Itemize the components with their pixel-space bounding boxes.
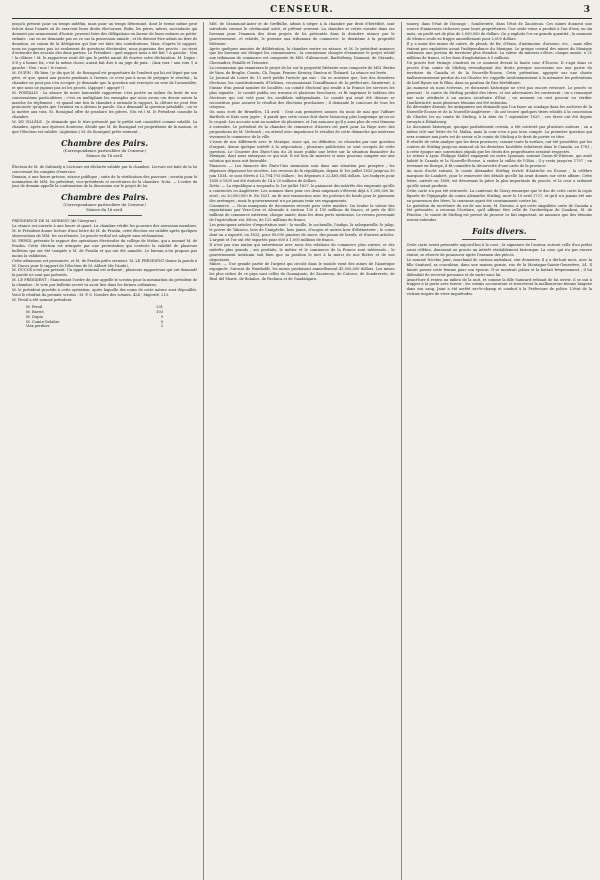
article-paragraph: Après quelques minutes de délibération, la chambre rentre en séance, et M. le président annonce que les bureaux ont désigné les commissaires ; la commission chargée d'examiner le projet relatif aux tribunaux de commerce est composée de MM. d'Aboncourt, Barthélemy, Daunant, de Gérando, Chevandier, Pataille et Teisseire.	[209, 46, 395, 66]
heading-subtitle: (Correspondance particulière du Censeur.)	[63, 147, 146, 153]
heading-title: Chambre des Pairs.	[61, 137, 149, 148]
article-paragraph: Demain, à une heure précise, séance publique ; suite de la vérification des pouvoirs ; scrutin pour la nomination de MM. les président, vice-présidents et secrétaires de la chambre. Nota. — L'ordre du jour de demain appelle la continuation de la discussion sur le projet de loi.	[12, 174, 198, 189]
article-paragraph: M. PORTALIS : La séance de notre honorable rapporteur s'est portée au milieu du bruit de nos conversations particulières ; c'est en multipliant les exemples que nous avons cru devoir suivre la marche du règlement ; et quand une fois la chambre a entendu le rapport, la clôture ne peut être prononcée qu'après que l'orateur en a obtenu la parole. On a demandé la question préalable ; on va la mettre aux voix. M. Rossignol offre de produire les pièces. (On rit.) M. le Président consulte la chambre.	[12, 90, 198, 120]
vote-row	[26, 324, 163, 329]
section-heading	[12, 193, 197, 212]
article-paragraph: Au moment où nous écrivons, ce document historique ne s'est pas encore retrouvé. Le procès se poursuit : le comte de Stirling produit des titres, et ses adversaires les contestent ; on a remarqué une note attribuée à un ancien secrétaire d'État ; un moment on crut pouvoir en vérifier l'authenticité, mais plusieurs témoins ont été entendus.	[406, 85, 592, 105]
article-paragraph: Le guéridon du secrétaire du roi de son nom, M. Davonn, à qui cette singulière carte de Canada a été présentée, a reconnu l'écriture, qu'il affirme être celle de l'archevêque de Cambrai, M. de Fénelon ; le comte de Stirling est pressé de prouver ce fait important, on annonce que des témoins seront entendus.	[406, 203, 592, 223]
vote-name: M. Comte-Delabre	[26, 319, 60, 324]
article-paragraph: M. DUPIN : Eh bien ! je dis que M. de Rossignol est propriétaire de l'endroit qui lui est légué par son père, et que, quant aux procès pendants à l'avenir, ce n'est pas à nous de préjuger le résultat ; la chambre ne peut pas s'en occuper. Je demande que la question soit renvoyée au vote de l'assemblée, et que nous ne jugions pas ici les procès. (Appuyé ! appuyé !)	[12, 71, 198, 90]
article-paragraph: PRÉSIDENCE DE M. MORISSY (de l'Aveyron).	[12, 219, 98, 224]
article-paragraph: Le nommé Nicolas Jaint, marchand de cartons ambulant, vint demeurer, il y a dix-huit mois, avec la fille Saintard, sa concubine, dans une maison garnie, rue de la Montagne-Sainte-Geneviève, 24. Il faisait passer cette femme pour son épouse. Il se montrait jaloux et la battait fréquemment ; il lui défendait de recevoir personne et de sortir sans lui.	[406, 257, 592, 277]
article-paragraph: M. LE PRÉSIDENT : Maintenant l'ordre du jour appelle le scrutin pour la nomination du président de la chambre ; le vote par bulletin secret va avoir lieu dans les formes ordinaires.	[12, 278, 198, 288]
article-paragraph: jusqu'à présent pour un temps indéfini, mais pour un temps déterminé, dont le terme même peut échoir dans l'année où ils exercent leurs droits électoraux. Enfin, les pères, mères, ascendants qui donnent par avancement d'hoirie, peuvent faire des délégations en faveur de leurs enfants ou petits-enfants : car on ne demande pas en ce cas la possession annale ; et ils doivent être admis au titre de donation, en raison de la délégation qui leur est faite des contributions. Mais, d'après le rapport, nous ne jugerions pas ici seulement de questions électorales, nous jugerions des procès : on vient d'entendre des avocats des deux parties. Le Président : quel rapport nous a été fait ? A gauche : Non ! la clôture ! M. le rapporteur avait dit que le préfet aurait dû écarter cette déclaration. M. Dupin : S'il y a bonne foi, c'est la même chose, aurait fait dire à un juge de paix... (Aux voix ! aux voix !) A gauche : Non ! non ! le renvoi.	[12, 22, 198, 71]
article-paragraph: En décembre dernier, les antiquaires ont demandé que l'on fasse un sondage dans les archives de la Nouvelle-Écosse et de la Nouvelle-Angleterre ; ils ont trouvé quelques titres relatifs à la concession de Charles Ier au comte de Stirling, à la date du 7 septembre 1625 ; ces titres ont été depuis envoyés à Édimbourg.	[406, 105, 592, 125]
heading-subtitle: (Correspondance particulière du Censeur.)	[63, 202, 146, 208]
article-paragraph: Le document historique, quoique parfaitement certain, a été contesté par plusieurs auteurs ; on a même cité une lettre de M. Malan, mais la cour n'en a pas tenu compte. La première question qui sera soumise aux jurés est de savoir si le comte de Stirling a le droit de porter ce titre.	[406, 125, 592, 139]
article-paragraph: Dette. — La république a suspendu, le 1er juillet 1827, le paiement des intérêts des emprunts qu'elle a contractés en Angleterre. Les sommes dues pour ces deux emprunts s'élèvent déjà à 1,200,000 liv. sterl., ou 30,000,000 fr. En 1831, on fit une transaction avec les porteurs de fonds pour le paiement des arrérages ; mais le gouvernement n'a pu jamais tenir ses engagements.	[209, 183, 395, 203]
article-paragraph: La séance est ouverte à une heure et quart. La chambre vérifie les pouvoirs des nouveaux membres. M. le Président donne lecture d'une lettre de M. de Praslin, cette élection est validée après quelques observations de MM. les secrétaires. Le procès-verbal est adopté sans réclamation.	[12, 224, 198, 239]
columns	[12, 22, 592, 880]
heading-date: Séance du 16 avril.	[86, 152, 124, 158]
section-heading	[407, 227, 592, 236]
section-heading	[12, 139, 197, 158]
article-paragraph: On nous écrit de Bruxelles, 14 avril : Cent aux premières assises du mois de mai que l'affaire Barthels et Kats sera jugée ; il paraît que cette cause doit durer beaucoup plus longtemps qu'on ne le croyait. Les accusés sont au nombre de plusieurs, et l'on annonce qu'il y aura plus de cent témoins à entendre. Le président de la chambre de commerce d'Anvers est parti pour La Haye avec des propositions de M. Verbrack ; on attend avec impatience le résultat de cette démarche qui intéresse vivement le commerce de la ville.	[209, 110, 395, 139]
vote-count: 9	[160, 319, 164, 324]
page-number: 3	[583, 5, 590, 15]
page-header	[12, 4, 592, 19]
column-1	[12, 22, 197, 880]
column-3	[401, 22, 592, 880]
article-paragraph: Un procès fort étrange s'instruit en ce moment devant la haute cour d'Écosse. Il s'agit dans ce procès d'un comte de Stirling revendiquant des droits presque souverains sur une partie du territoire du Canada et de la Nouvelle-Écosse. Cette prétention, appuyée sur une charte malheureusement perdue du roi Charles Ier, rappelle involontairement à la mémoire les prétentions de lord Byron sur le Rhin, dans sa position de Pair héréditaire.	[406, 61, 592, 85]
heading-title: Chambre des Pairs.	[61, 192, 149, 203]
article-paragraph: Avant-hier il rentra au milieu de la nuit, et comme la fille Saintard refusait de lui ouvrir, il se mit à frapper à la porte avec fureur ; les voisins accoururent et trouvèrent la malheureuse femme baignée dans son sang. Jaint a été arrêté sur-le-champ et conduit à la Préfecture de police. L'état de la victime inspire de vives inquiétudes.	[406, 277, 592, 297]
heading-title: Faits divers.	[472, 226, 527, 237]
article-paragraph: M. le président procède à cette opération, après laquelle des noms de cette nature sont dépouillés. Voici le résultat du premier scrutin : M. P. S. Nombre des votants, 424 ; Majorité, 213.	[12, 288, 198, 297]
article-paragraph: Cette carte serait présentée aujourd'hui à la cour ; la signature de l'auteur, surtout celle d'un prélat aussi célèbre, donnerait au procès un intérêt véritablement historique. La cour, qui n'a pas encore statué, se réserve de prononcer après l'examen des pièces.	[406, 243, 592, 257]
article-paragraph: Il résulte de cette analyse que les deux provinces, comme toute la surface, ont été possédées par les comtes de Stirling jusqu'au moment où les dernières hostilités éclatèrent dans le Canada, en 1763 ; à cette époque une convention stipula que les droits des propriétaires seraient respectés.	[406, 139, 592, 154]
article-paragraph: Cette carte n'a pas été retrouvée. La comtesse de Cussy remarque que le duc de cette carte la copie figurée de l'épigraphe du comte Alexandre Stirling, mort le 19 avril 1727, et qu'il n'a jamais été mis en possession des titres, la couronne ayant été constamment contre lui.	[406, 188, 592, 203]
article-paragraph: Au mois d'août suivant, le comte Alexandre Stirling écrivit d'Antriche en Écosse ; la célèbre marquise de Lambert, pour le remercier des détails qu'elle lui avait donnés sur cette affaire. Cette lettre, arrivée en 1808, est désormais la pièce la plus importante du procès, et la cour a ordonné qu'elle serait produite.	[406, 169, 592, 188]
article-paragraph: sanery, dans l'état de Durango ; Sombrerete, dans l'état de Zacatecas. Ces mines donnent une source d'immenses richesses pour leurs propriétaires. Une seule veine a produit à l'un d'eux, en six mois, un profit net de plus de 2,000,000 de dollars. On y exploite l'or en grande quantité ; la monnaie de Mexico seule en frappe annuellement pour 2,000 dollars.	[406, 22, 592, 41]
section-divider	[68, 161, 142, 162]
article-paragraph: Il n'est pas une nation qui entretienne avec nous des relations de commerce plus suivies, et des intérêts plus grands ; ses produits, le métier et le commerce de la France sont intéressés ; le gouvernement mexicain sait bien que sa position le met à la merci de nos flottes et de nos négociants.	[209, 242, 395, 262]
vote-name: M. Persil	[26, 304, 43, 309]
vote-name: Voix perdues	[26, 324, 50, 329]
vote-count: 9	[160, 314, 164, 319]
article-paragraph: Commerce. — Nous manquons de documents récents pour cette matière. On évalue la valeur des exportations par Vera-Cruz et Alvarado à environ 130 à 150 millions de francs, et près de 400 millions de commerce extérieur, chaque année, dans les deux ports mexicains. Le revenu provenant de l'agriculture est, dit-on, de 122 millions de francs.	[209, 203, 395, 223]
vote-name: M. Dupin	[26, 314, 43, 319]
article-paragraph: L'issue de nos différends avec le Mexique, issue qui, en définitive, se résoudra par une question d'argent, donne quelque intérêt à la négociation ; plusieurs publicistes se sont occupés de cette question. Le Courrier des États-Unis du 26 mars publie une lettre sur la situation financière du Mexique, dont nous extrayons ce qui suit. Il est bon de montrer si nous pouvons compter sur une solution qui nous soit favorable.	[209, 139, 395, 164]
article-paragraph: Mines. — Une grande partie de l'argent qui circule dans le monde vient des mines de l'Amérique espagnole. Suivant de Humboldt, les mines produisent annuellement 43,500,000 dollars. Les mines les plus riches de ce pays sont celles de Guanajuato, de Zacatecas, de Catorce, de Sombrerete, de Real del Monte, de Bolaños, de Pachuca et de Guadalajara.	[209, 262, 395, 282]
article-paragraph: Il y a aussi des mines de cuivre, de plomb, de fer, d'étain, d'antimoine, d'arsenic, etc. ; mais elles étaient peu exploitées avant l'indépendance du Mexique. Le groupe central des mines du Mexique embrasse une portion de territoire plus étendue. La valeur du minerai s'élève, chaque année, à 21 millions de francs, et les frais d'exploitation à 5 millions.	[406, 41, 592, 61]
column-2	[203, 22, 394, 880]
article-paragraph: Cette admission est prononcée, et M. de Praslin prête serment. M. LE PRÉSIDENT donne la parole à M. Ducos pour le rapport de l'élection de M. Alibert (de l'Aude).	[12, 258, 198, 268]
vote-count: 2	[160, 324, 164, 329]
article-paragraph: Élection de M. de Salvandy à Lectoure est déclarée valable par la chambre. Lecture est faite de la loi concernant les comptes d'exercice.	[12, 164, 198, 174]
article-paragraph: Le retour à Lyon. Philippe Mallet engageait en outre Lyonnais, nommé Caron-St-Étienne, qui avait habité le Canada et la Nouvelle-Écosse, à visiter la vallée de l'Ohio ; il y resta jusqu'en 1707 ; en revenant en Europe, il fit connaître la découverte d'une carte de la province.	[406, 154, 592, 169]
vote-name: M. Barrot	[26, 309, 44, 314]
section-divider	[68, 215, 142, 216]
article-paragraph: Finances. — Les finances des États-Unis mexicains sont dans une situation peu prospère ; les dépenses dépassent les recettes. Les revenus de la république, depuis le 1er juillet 1833 jusqu'au 30 juin 1834, se sont élevés à 12,794,793 dollars ; les dépenses à 22,465,684 dollars. Les budgets pour 1838 à 1839 ont été évalués de 14 à 20 millions de dollars.	[209, 164, 395, 183]
heading-date: Séance du 16 avril.	[86, 207, 124, 213]
section-divider	[462, 239, 536, 240]
article-paragraph: M. DE VILLÈLE : Je demande que le titre présenté par le préfet soit considéré comme valable. La chambre, après une épreuve douteuse, décide que M. de Rossignol est propriétaire de la maison, et que l'élection est validée. (Agitation.) M. de Rossignol prête serment.	[12, 120, 198, 134]
masthead: CENSEUR.	[270, 5, 334, 15]
article-paragraph: M. PERSIL présente le rapport des opérations électorales du collège de Melun, qui a nommé M. de Praslin. Cette élection est attaquée par une protestation qui conteste la validité de plusieurs bulletins qui ont été comptés à M. de Praslin et qui ont été annulés. Le bureau n'en propose pas moins la validation.	[12, 239, 198, 258]
article-paragraph: Les principaux articles d'exportation sont : la vanille, le cochenille, l'indigo, la salsepareille, le jalap, le poivre de Tabasco, bois de Campêche, bois jaune, d'acajou et autres bois d'ébénisterie ; le coton dont on a exporté, en 1833, pour 80,000 piastres de sucre, des peaux de bœufs, et d'autres articles. L'argent et l'or ont été exportés pour 600 à 1,000 millions de francs.	[209, 223, 395, 242]
vote-count: 103	[156, 309, 164, 314]
article-paragraph: Le Journal du Loiret du 13 avril publie l'article qui suit : On se souvient que, lors des dernières élections, les constitutionnels d'Orléans, reconnaissant l'insuffisance de la préfecture, formèrent, à l'instar d'un grand nombre de localités, un comité électoral qui rendit à la France les services les plus signalés ; le comité publia ses travaux et plusieurs brochures, et fit imprimer le tableau des électeurs qui ont voté pour les candidats indépendants. Le comité qui avait été dissous se reconstitue pour assurer le résultat des élections prochaines ; il demande le concours de tous les citoyens.	[209, 75, 395, 110]
vote-count: 231	[156, 304, 164, 309]
article-paragraph: M. Persil a été nommé président.	[12, 297, 73, 302]
article-paragraph: M. DUCOS n'est pas présent. Un appel nominal est ordonné ; plusieurs rapporteurs qui ont demandé la parole ne sont pas présents.	[12, 268, 198, 278]
article-paragraph: La commission qui examinera le projet de loi sur la propriété littéraire sera composée de MM. Bertin de Vaux, de Broglie, Cousin, Ch. Dupin, Fourier, Keratry, Siméon et Thénard. La séance est levée.	[209, 66, 395, 76]
article-paragraph: MM. de Grammont-Aster et de Greffulhe, admis à siéger à la chambre par droit d'hérédité, sont introduits suivant le cérémonial usité, et prêtent serment. La chambre se retire ensuite dans ses bureaux pour l'examen des deux projets de loi présentés dans la dernière séance par le gouvernement, et relatifs, le premier aux tribunaux de commerce, le deuxième à la propriété littéraire.	[209, 22, 395, 46]
vote-tally	[26, 305, 197, 330]
